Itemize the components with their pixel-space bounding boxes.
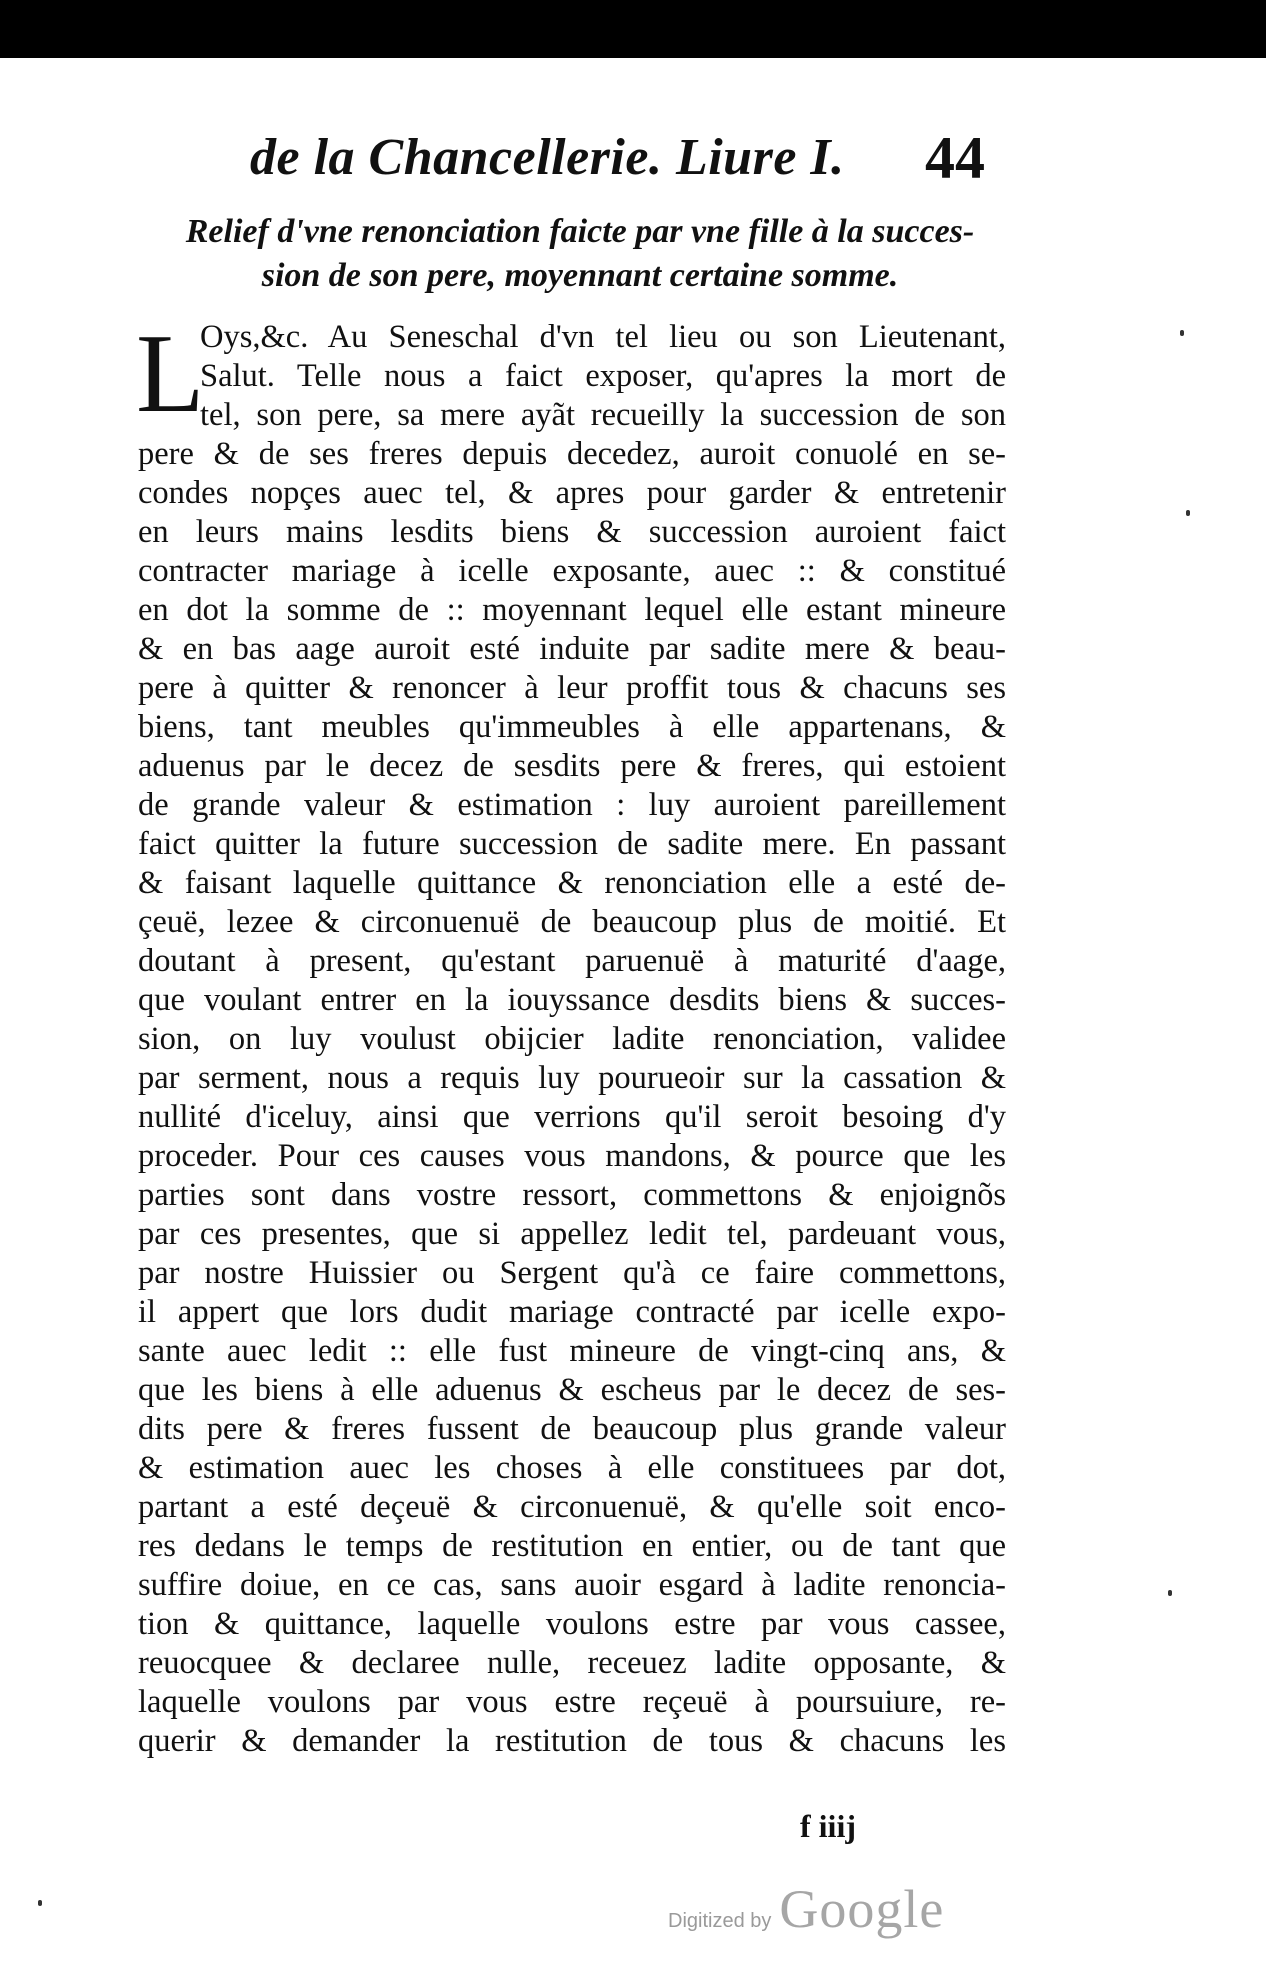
body-line: que les biens à elle aduenus & escheus par le decez de ses- <box>138 1372 1006 1408</box>
drop-cap: L <box>136 312 205 436</box>
body-line: que voulant entrer en la iouyssance desdits biens & succes- <box>138 982 1006 1018</box>
body-line: il appert que lors dudit mariage contracté par icelle expo- <box>138 1294 1006 1330</box>
section-heading <box>140 210 1020 298</box>
heading-line: Relief d'vne renonciation faicte par vne fille à la succes- <box>185 213 975 250</box>
running-title: de la Chancellerie. Liure I. <box>250 129 845 186</box>
body-line: nullité d'iceluy, ainsi que verrions qu'il seroit besoing d'y <box>138 1099 1006 1135</box>
body-line: partant a esté deçeuë & circonuenuë, & qu'elle soit enco- <box>138 1489 1006 1525</box>
body-line: suffire doiue, en ce cas, sans auoir esgard à ladite renoncia- <box>138 1567 1006 1603</box>
body-line: sion, on luy voulust obijcier ladite renonciation, validee <box>138 1021 1006 1057</box>
scan-top-border <box>0 0 1266 58</box>
body-line: sante auec ledit :: elle fust mineure de vingt-cinq ans, & <box>138 1333 1006 1369</box>
body-line: par ces presentes, que si appellez ledit tel, pardeuant vous, <box>138 1216 1006 1252</box>
body-line: en dot la somme de :: moyennant lequel elle estant mineure <box>138 592 1006 628</box>
scan-speck <box>1168 1590 1172 1596</box>
digitized-by-watermark <box>668 1878 944 1940</box>
body-line: querir & demander la restitution de tous & chacuns les <box>138 1723 1006 1759</box>
body-line: res dedans le temps de restitution en entier, ou de tant que <box>138 1528 1006 1564</box>
google-logo: Google <box>779 1879 945 1939</box>
body-line: & en bas aage auroit esté induite par sadite mere & beau- <box>138 631 1006 667</box>
body-line: par serment, nous a requis luy pourueoir sur la cassation & <box>138 1060 1006 1096</box>
body-line: parties sont dans vostre ressort, commettons & enjoignõs <box>138 1177 1006 1213</box>
body-line: çeuë, lezee & circonuenuë de beaucoup plus de moitié. Et <box>138 904 1006 940</box>
body-line: Salut. Telle nous a faict exposer, qu'apres la mort de <box>200 358 1006 394</box>
body-line: pere à quitter & renoncer à leur proffit tous & chacuns ses <box>138 670 1006 706</box>
body-line: faict quitter la future succession de sadite mere. En passant <box>138 826 1006 862</box>
body-line: contracter mariage à icelle exposante, auec :: & constitué <box>138 553 1006 589</box>
signature-mark: f iiij <box>800 1808 856 1844</box>
body-line: proceder. Pour ces causes vous mandons, & pource que les <box>138 1138 1006 1174</box>
body-line: par nostre Huissier ou Sergent qu'à ce faire commettons, <box>138 1255 1006 1291</box>
body-line: condes nopçes auec tel, & apres pour garder & entretenir <box>138 475 1006 511</box>
body-line: laquelle voulons par vous estre reçeuë à poursuiure, re- <box>138 1684 1006 1720</box>
body-line: pere & de ses freres depuis decedez, auroit conuolé en se- <box>138 436 1006 472</box>
body-text <box>136 312 1006 1761</box>
body-line: tion & quittance, laquelle voulons estre par vous cassee, <box>138 1606 1006 1642</box>
body-line: biens, tant meubles qu'immeubles à elle appartenans, & <box>138 709 1006 745</box>
scan-speck <box>1180 330 1184 336</box>
body-line: dits pere & freres fussent de beaucoup plus grande valeur <box>138 1411 1006 1447</box>
running-head <box>0 125 1266 198</box>
body-line: tel, son pere, sa mere ayãt recueilly la succession de son <box>200 397 1006 433</box>
digitized-label: Digitized by <box>668 1910 772 1932</box>
heading-line: sion de son pere, moyennant certaine somme. <box>261 257 899 294</box>
scan-speck <box>1186 510 1190 516</box>
scan-speck <box>38 1900 42 1906</box>
body-line: reuocquee & declaree nulle, receuez ladite opposante, & <box>138 1645 1006 1681</box>
body-line: de grande valeur & estimation : luy auroient pareillement <box>138 787 1006 823</box>
page-number: 44 <box>925 125 985 191</box>
body-line: & faisant laquelle quittance & renonciation elle a esté de- <box>138 865 1006 901</box>
body-line: doutant à present, qu'estant paruenuë à maturité d'aage, <box>138 943 1006 979</box>
body-line: & estimation auec les choses à elle constituees par dot, <box>138 1450 1006 1486</box>
body-line: en leurs mains lesdits biens & succession auroient faict <box>138 514 1006 550</box>
body-line: aduenus par le decez de sesdits pere & freres, qui estoient <box>138 748 1006 784</box>
body-line: Oys,&c. Au Seneschal d'vn tel lieu ou son Lieutenant, <box>200 319 1006 355</box>
